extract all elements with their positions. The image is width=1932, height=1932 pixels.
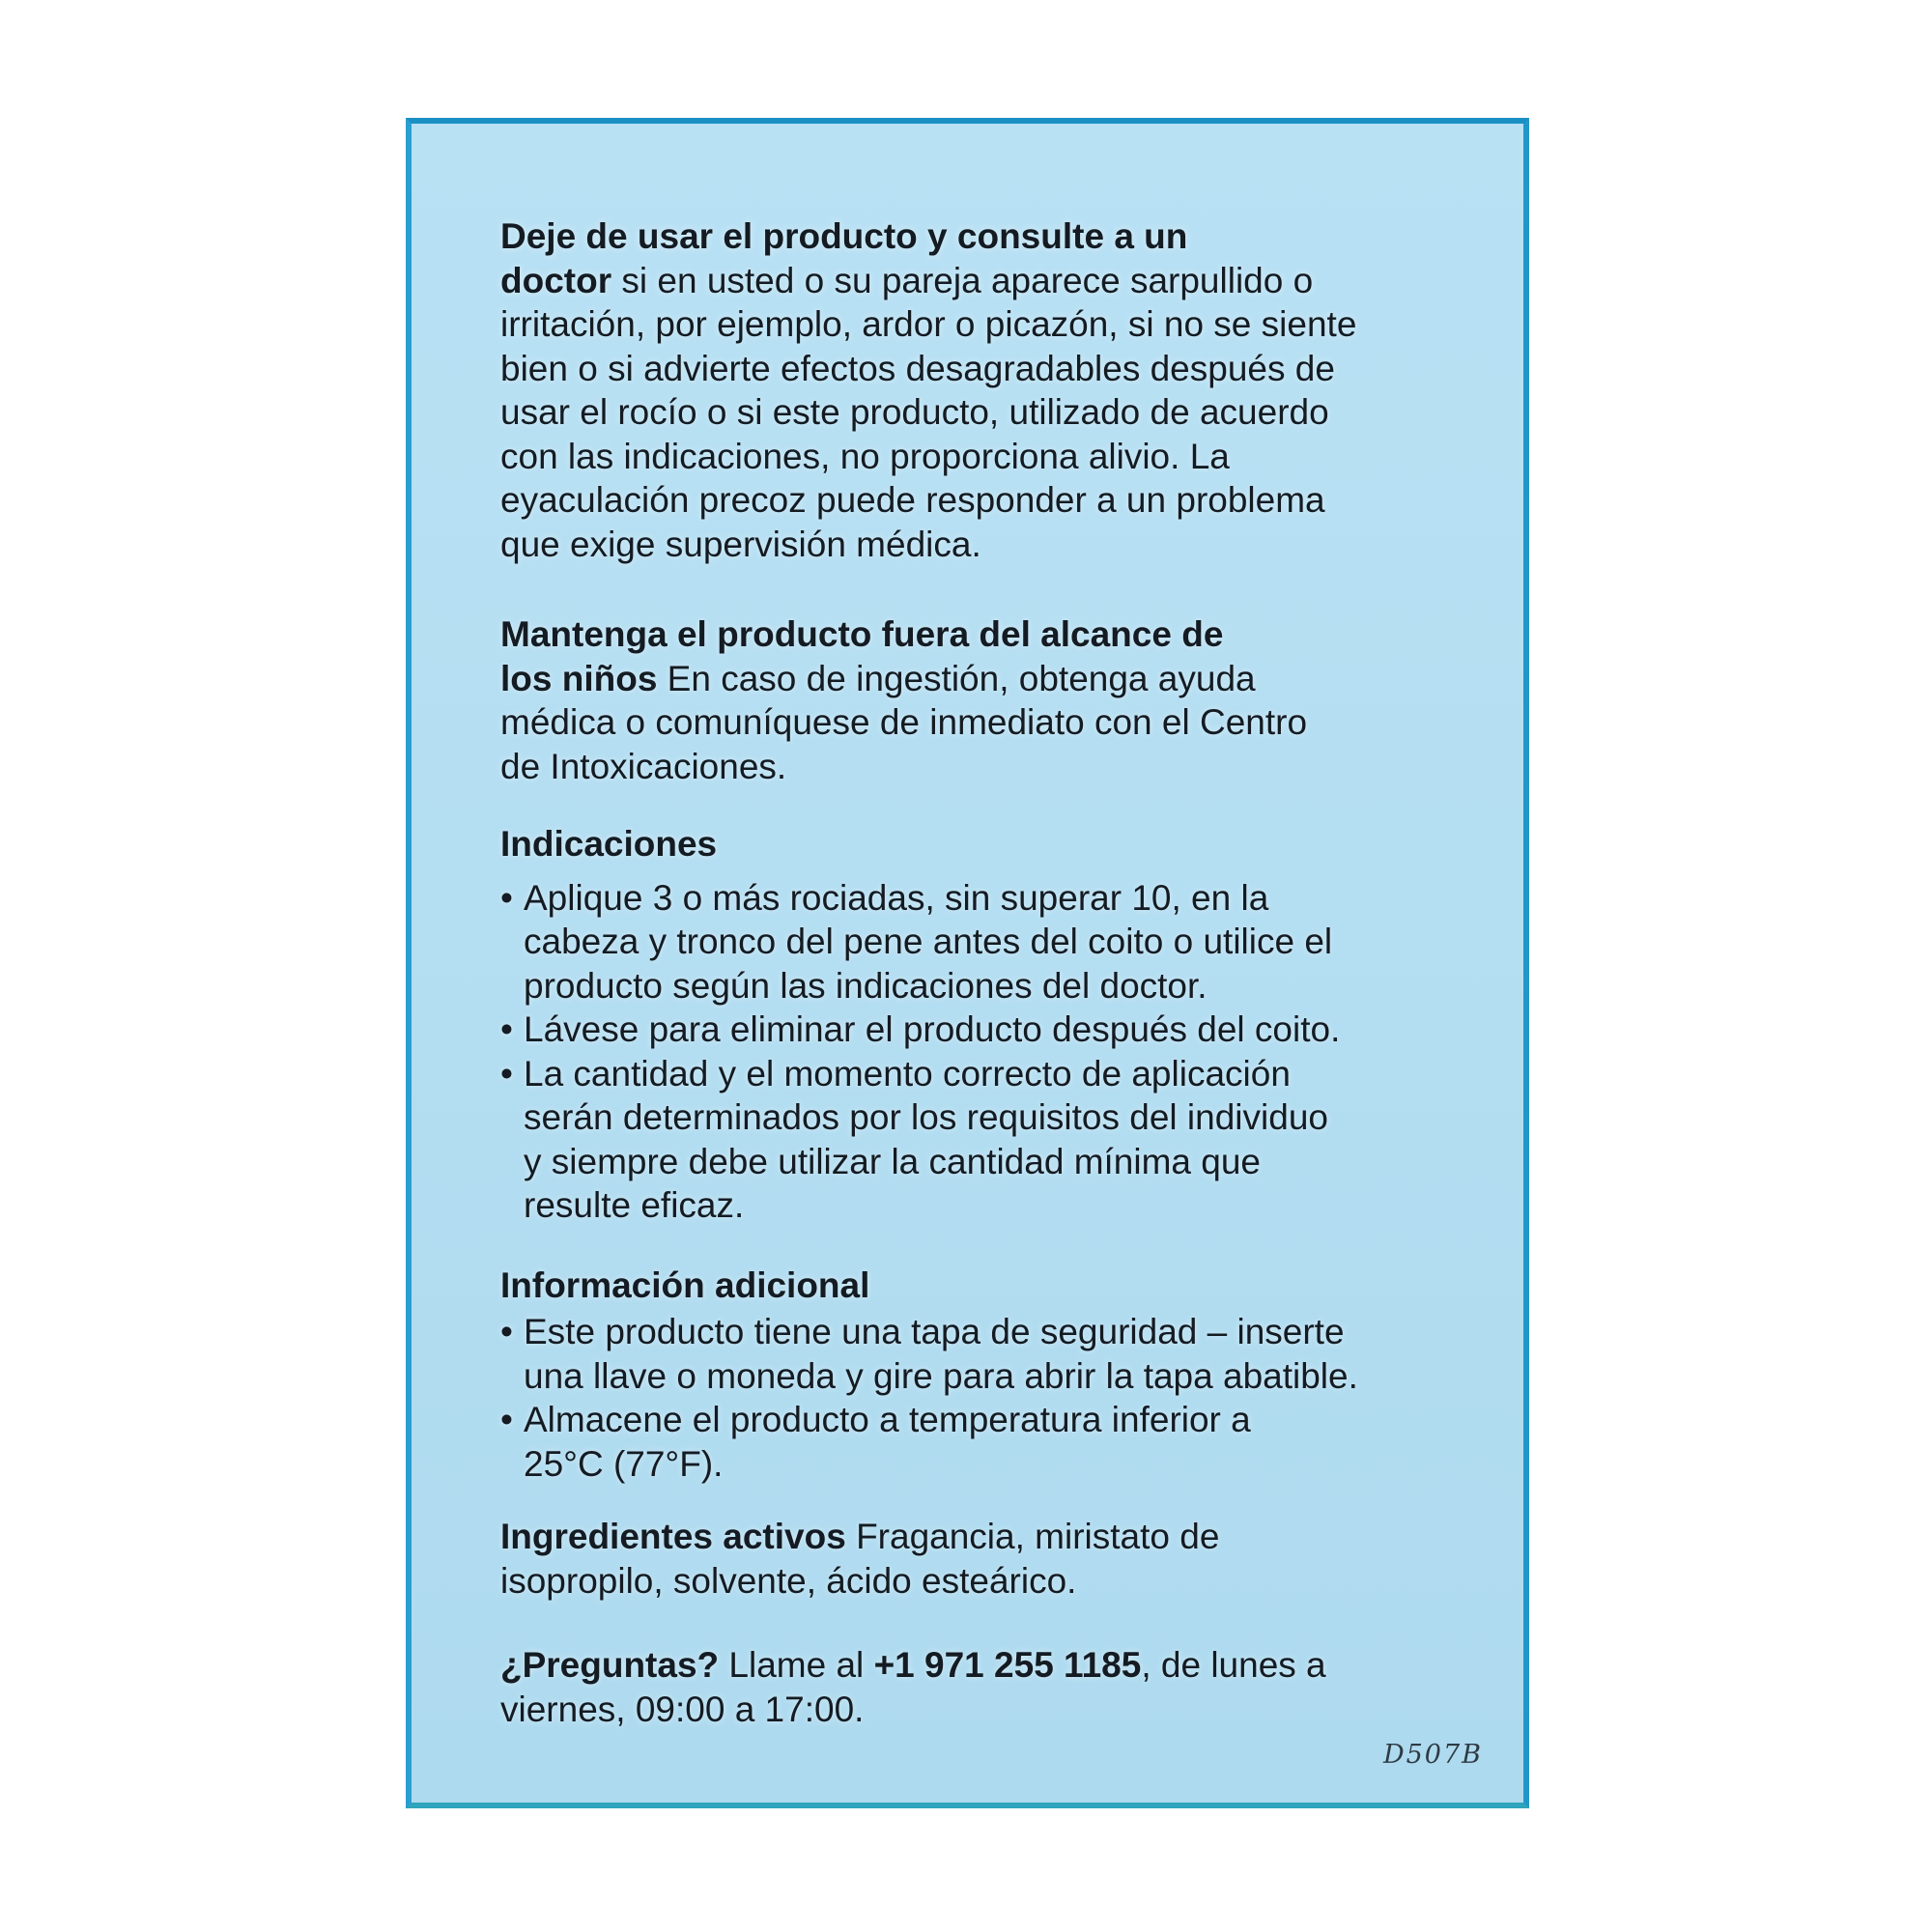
additional-info-bullet-list (500, 1310, 1483, 1486)
phone-number: +1 971 255 1185 (873, 1645, 1142, 1685)
text-line: irritación, por ejemplo, ardor o picazón, si no se siente (500, 304, 1357, 344)
text-line: Este producto tiene una tapa de seguridad – inserte (524, 1312, 1345, 1351)
additional-info-section (500, 1264, 1483, 1487)
text-line: isopropilo, solvente, ácido esteárico. (500, 1560, 1077, 1601)
text-line: serán determinados por los requisitos del individuo (524, 1097, 1328, 1137)
list-item (500, 1008, 1483, 1052)
text-line: y siempre debe utilizar la cantidad mínima que (524, 1141, 1261, 1181)
text-line: eyaculación precoz puede responder a un problema (500, 480, 1325, 520)
text-line: médica o comuníquese de inmediato con el Centro (500, 702, 1308, 742)
label-content (412, 124, 1523, 1803)
product-label-panel (406, 118, 1529, 1808)
text-line: Lávese para eliminar el producto después del coito. (524, 1009, 1341, 1049)
bullet-icon: • (500, 1312, 513, 1351)
text-line: ¿Preguntas? Llame al +1 971 255 1185, de lunes a (500, 1645, 1326, 1685)
text-line: de Intoxicaciones. (500, 746, 787, 786)
text-line: Almacene el producto a temperatura inferior a (524, 1400, 1251, 1439)
list-item (500, 1052, 1483, 1228)
bullet-icon: • (500, 877, 513, 918)
list-item (500, 1310, 1483, 1398)
questions-contact-section (500, 1643, 1483, 1731)
text-line: Deje de usar el producto y consulte a un (500, 216, 1188, 256)
indications-bullet-list (500, 876, 1483, 1228)
text-line: cabeza y tronco del pene antes del coito o utilice el (524, 922, 1333, 961)
text-line: Mantenga el producto fuera del alcance de (500, 614, 1224, 654)
batch-code: D507B (1382, 1740, 1483, 1770)
text-line: producto según las indicaciones del doctor. (524, 965, 1208, 1006)
stop-use-warning-section (500, 214, 1483, 566)
list-item (500, 1398, 1483, 1486)
text-line: que exige supervisión médica. (500, 524, 981, 564)
bullet-icon: • (500, 1400, 513, 1439)
text-line: con las indicaciones, no proporciona alivio. La (500, 436, 1230, 476)
text-line: 25°C (77°F). (524, 1443, 724, 1484)
text-line: una llave o moneda y gire para abrir la tapa abatible. (524, 1355, 1358, 1396)
text-line: La cantidad y el momento correcto de aplicación (524, 1053, 1291, 1094)
text-line: usar el rocío o si este producto, utilizado de acuerdo (500, 392, 1329, 432)
bullet-icon: • (500, 1009, 513, 1049)
indications-section (500, 822, 1483, 1228)
bullet-icon: • (500, 1053, 513, 1094)
active-ingredients-section (500, 1515, 1483, 1603)
keep-away-from-children-section (500, 612, 1483, 788)
list-item (500, 876, 1483, 1009)
text-line: bien o si advierte efectos desagradables después de (500, 348, 1335, 388)
text-line: viernes, 09:00 a 17:00. (500, 1689, 865, 1729)
text-line: Ingredientes activos Fragancia, miristato de (500, 1517, 1220, 1556)
additional-info-heading: Información adicional (500, 1264, 870, 1305)
text-line: Aplique 3 o más rociadas, sin superar 10, en la (524, 877, 1269, 918)
indications-heading: Indicaciones (500, 824, 718, 864)
text-line: doctor si en usted o su pareja aparece sarpullido o (500, 260, 1314, 300)
text-line: los niños En caso de ingestión, obtenga ayuda (500, 658, 1256, 698)
text-line: resulte eficaz. (524, 1185, 745, 1225)
